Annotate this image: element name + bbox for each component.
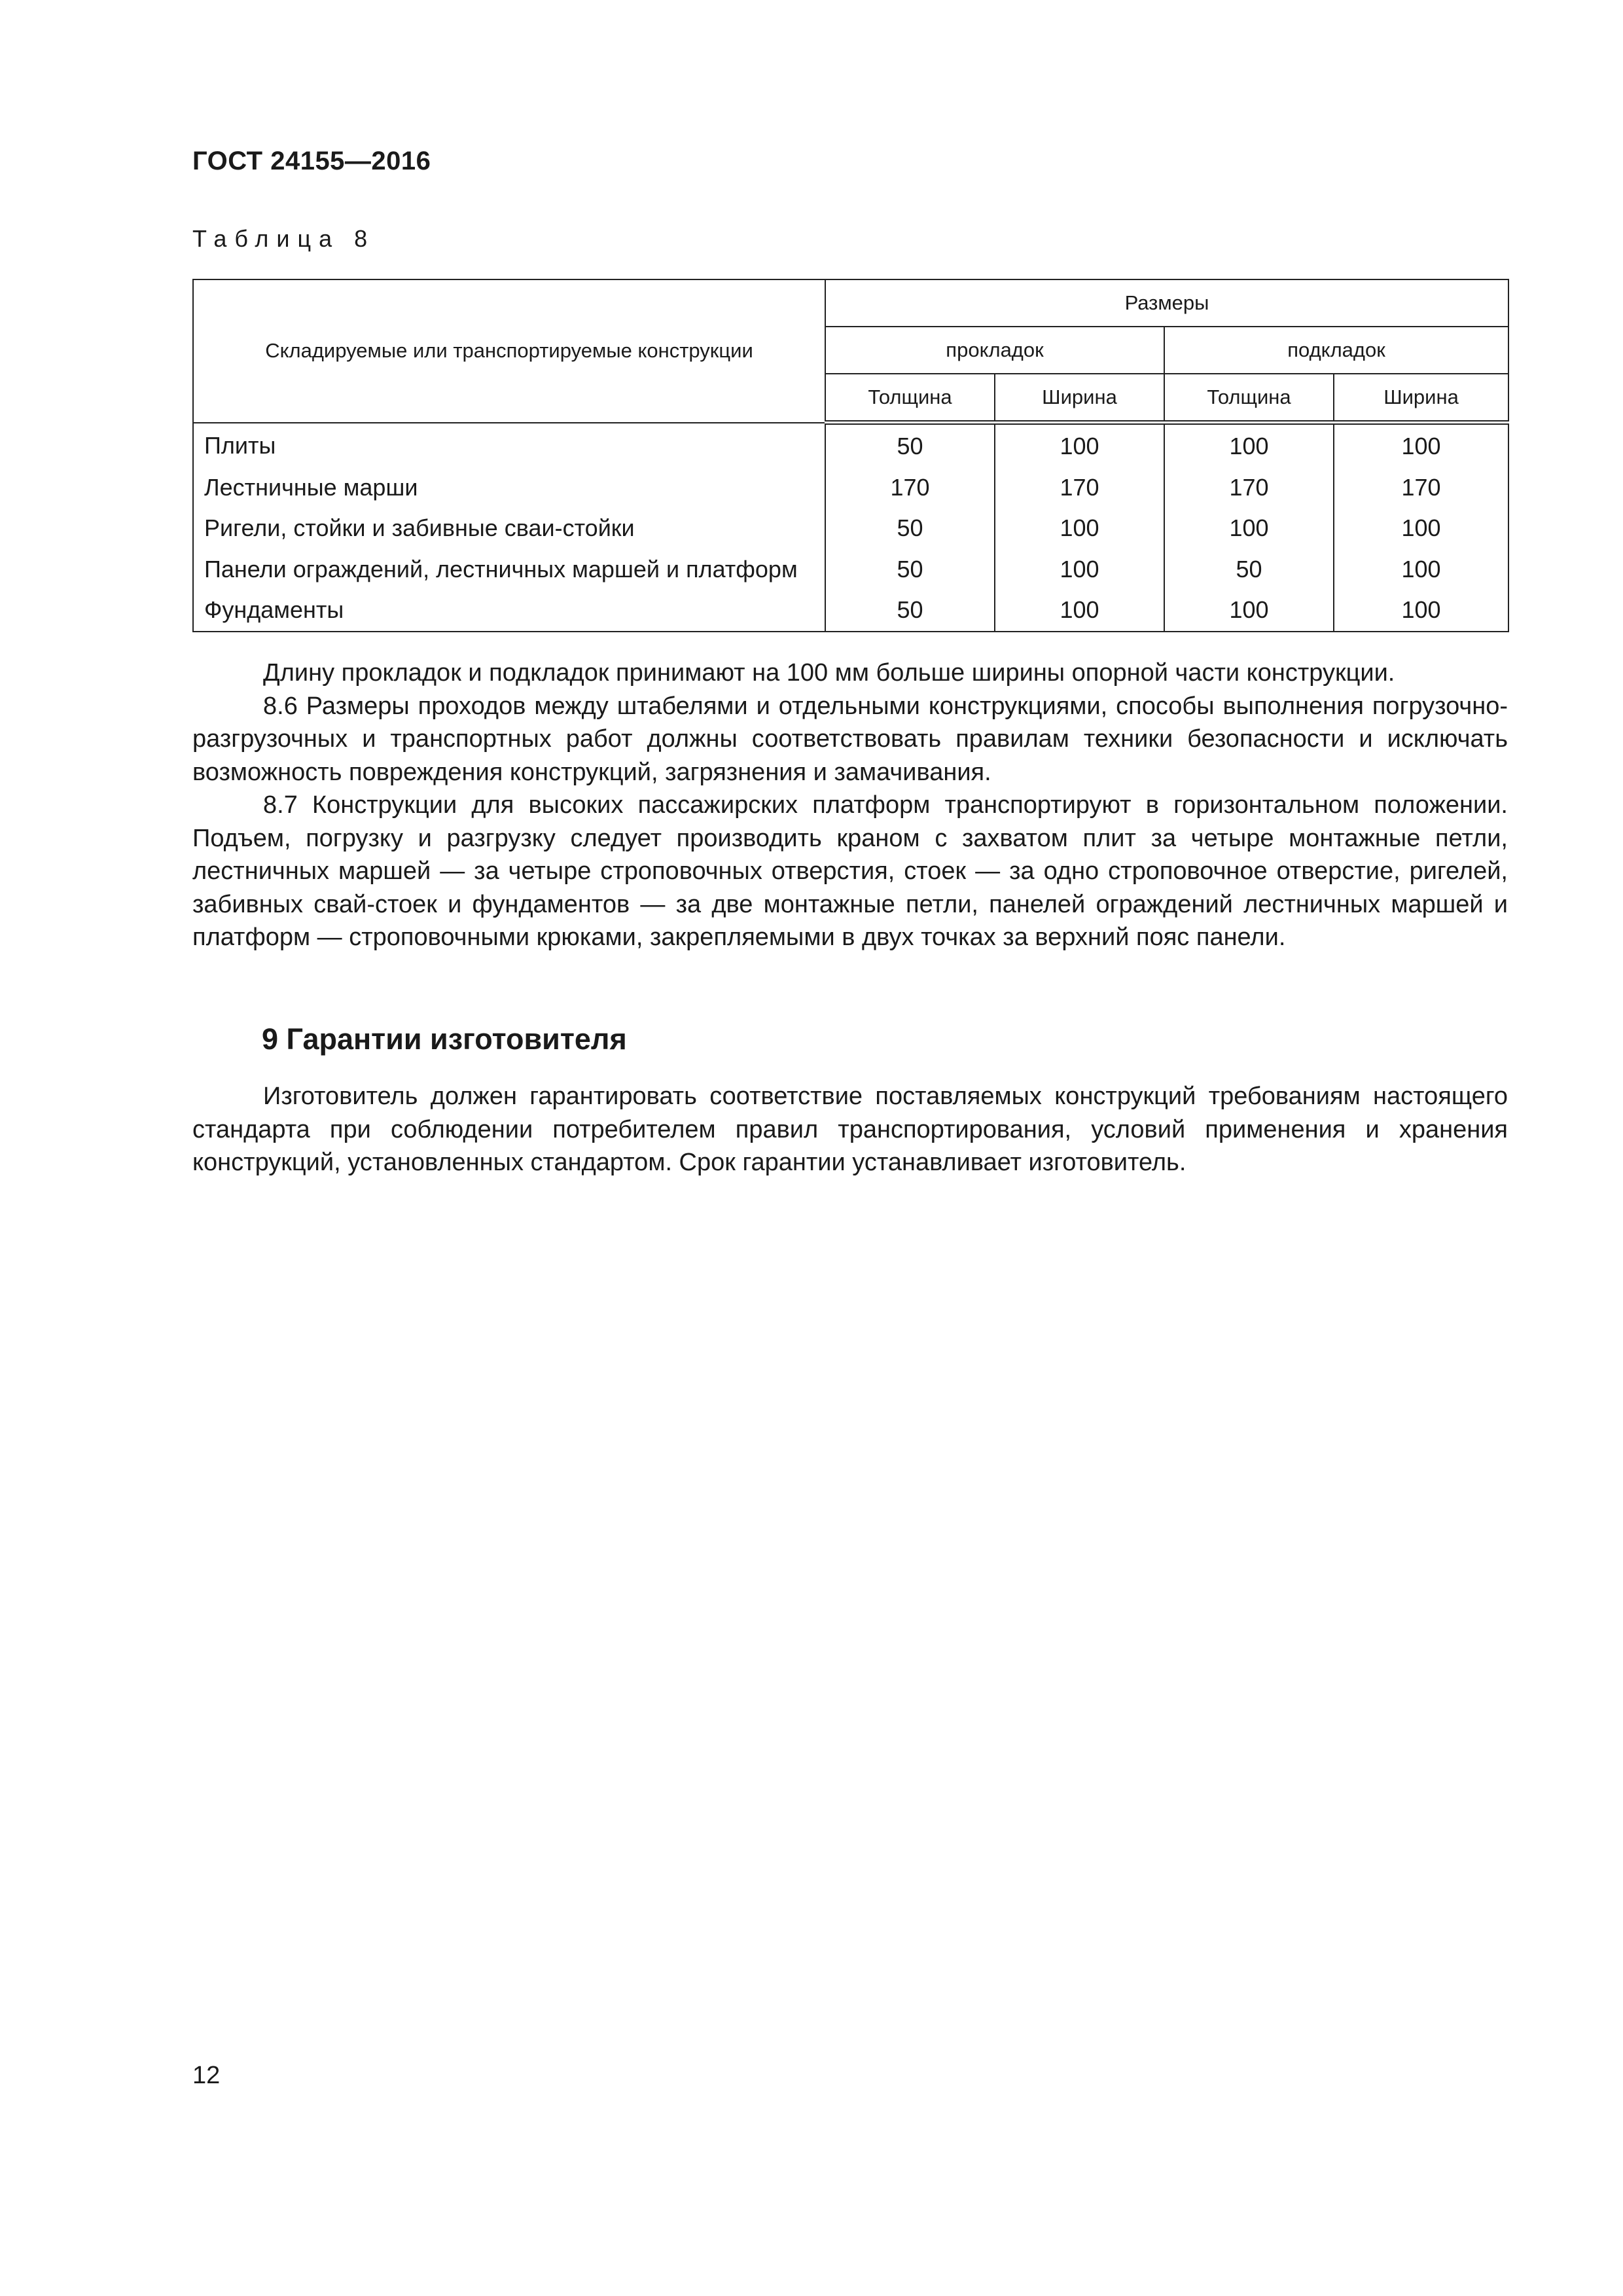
table-row (193, 549, 1508, 590)
col-spacer-width: Ширина (995, 374, 1164, 423)
col-header-construction: Складируемые или транспортируемые конструкции (193, 279, 825, 423)
spacer-width-cell: 100 (995, 549, 1164, 590)
spacer-thickness-cell: 50 (825, 549, 995, 590)
col-pad-width: Ширина (1334, 374, 1508, 423)
pad-thickness-cell: 100 (1164, 508, 1334, 549)
row-name: Плиты (193, 423, 825, 467)
row-name: Ригели, стойки и забивные сваи-стойки (193, 508, 825, 549)
col-header-sizes: Размеры (825, 279, 1508, 327)
page-number: 12 (192, 2062, 221, 2089)
spacer-thickness-cell: 50 (825, 423, 995, 467)
table-row (193, 590, 1508, 632)
col-spacer-thickness: Толщина (825, 374, 995, 423)
pad-width-cell: 100 (1334, 590, 1508, 632)
paragraph-length-note: Длину прокладок и подкладок принимают на 100 мм больше ширины опорной части конструкции. (263, 659, 1395, 687)
table-row (193, 467, 1508, 509)
paragraph-8-6: 8.6 Размеры проходов между штабелями и отдельными конструкциями, способы выполнения погрузочно-разгрузочных и транспортных работ должны соответствовать правилам техники безопасности и исключать возможность повреждения конструкций, загрязнения и замачивания. (192, 692, 1508, 786)
pad-thickness-cell: 170 (1164, 467, 1334, 509)
spacer-thickness-cell: 50 (825, 508, 995, 549)
paragraph-9: Изготовитель должен гарантировать соответствие поставляемых конструкций требованиям настоящего стандарта при соблюдении потребителем правил транспортирования, условий применения и хранения конструкций, установленных стандартом. Срок гарантии устанавливает изготовитель. (192, 1083, 1508, 1176)
spacer-thickness-cell: 170 (825, 467, 995, 509)
row-name: Лестничные марши (193, 467, 825, 509)
pad-thickness-cell: 100 (1164, 423, 1334, 467)
paragraph-8-7: 8.7 Конструкции для высоких пассажирских платформ транспортируют в горизонтальном положении. Подъем, погрузку и разгрузку следует производить краном с захватом плит за четыре монтажные петли, лестничных маршей — за четыре строповочных отверстия, стоек — за одно строповочное отверстие, ригелей, забивных свай-стоек и фундаментов — за две монтажные петли, панелей ограждений лестничных маршей и платформ — строповочными крюками, закрепляемыми в двух точках за верхний пояс панели. (192, 791, 1508, 951)
pad-width-cell: 100 (1334, 508, 1508, 549)
spacer-width-cell: 100 (995, 590, 1164, 632)
row-name: Фундаменты (193, 590, 825, 632)
col-group-spacers: прокладок (825, 327, 1164, 374)
spacer-thickness-cell: 50 (825, 590, 995, 632)
col-group-pads: подкладок (1164, 327, 1508, 374)
pad-width-cell: 170 (1334, 467, 1508, 509)
section-9-text (192, 1080, 1508, 1179)
standard-header: ГОСТ 24155—2016 (192, 147, 431, 175)
row-name: Панели ограждений, лестничных маршей и платформ (193, 549, 825, 590)
table-container (192, 279, 1508, 632)
table-caption: Таблица 8 (192, 225, 376, 252)
spacer-width-cell: 170 (995, 467, 1164, 509)
spacer-width-cell: 100 (995, 508, 1164, 549)
table-row (193, 508, 1508, 549)
pad-thickness-cell: 100 (1164, 590, 1334, 632)
pad-width-cell: 100 (1334, 549, 1508, 590)
storage-dimensions-table (192, 279, 1509, 632)
pad-width-cell: 100 (1334, 423, 1508, 467)
col-pad-thickness: Толщина (1164, 374, 1334, 423)
spacer-width-cell: 100 (995, 423, 1164, 467)
table-row (193, 423, 1508, 467)
pad-thickness-cell: 50 (1164, 549, 1334, 590)
section-8-text (192, 656, 1508, 954)
section-9-title: 9 Гарантии изготовителя (262, 1022, 627, 1056)
